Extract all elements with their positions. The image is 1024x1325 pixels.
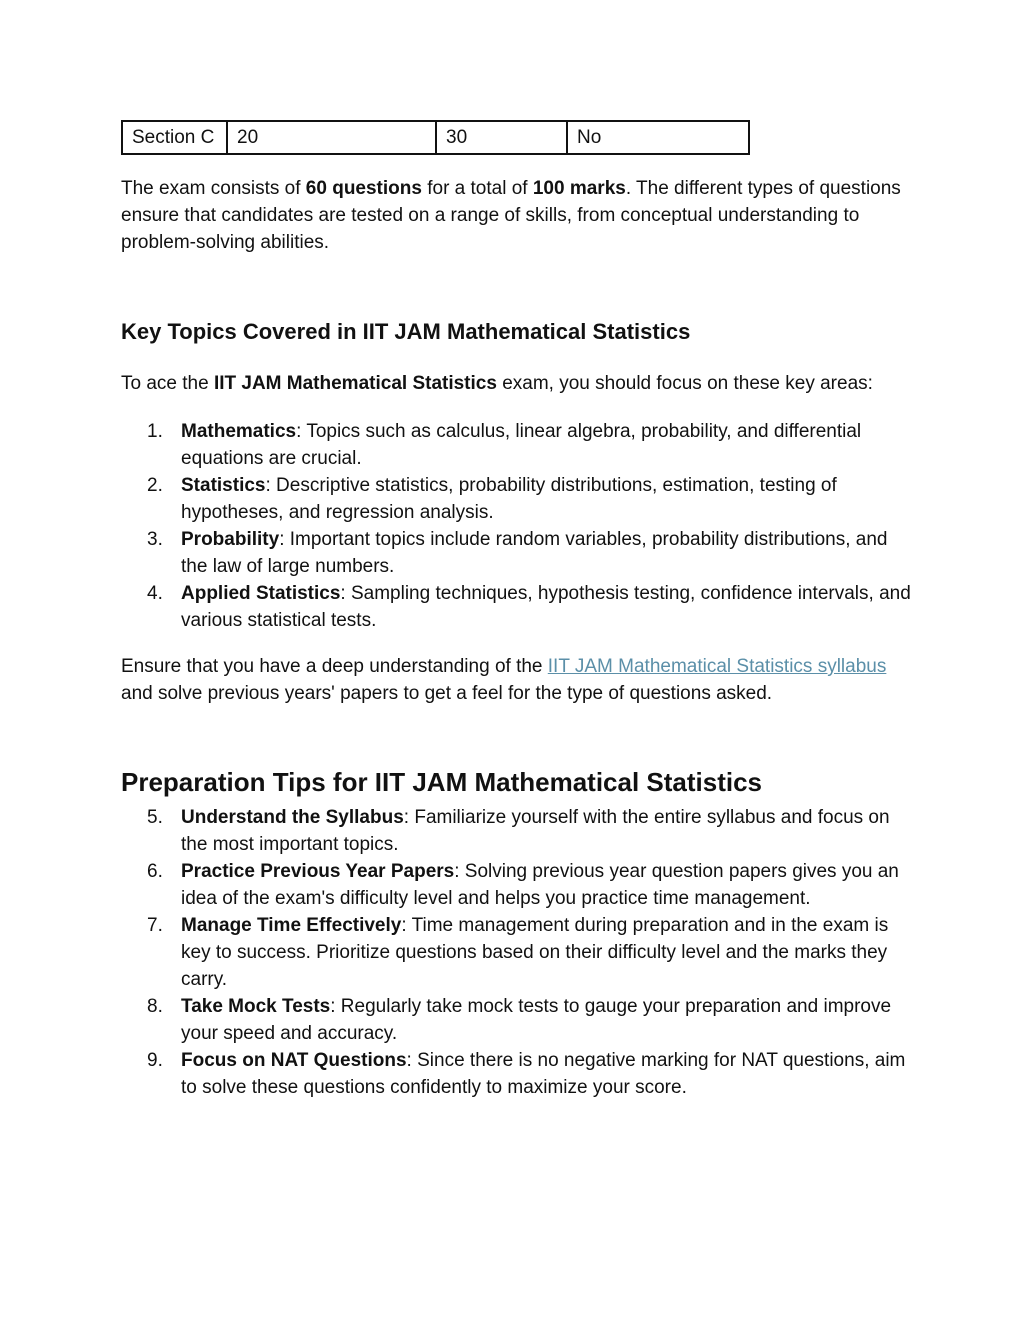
list-number: 3. xyxy=(147,529,163,550)
list-number: 8. xyxy=(147,996,163,1017)
table-cell-marks: 30 xyxy=(436,121,567,154)
intro-paragraph xyxy=(121,175,911,256)
tips-heading: Preparation Tips for IIT JAM Mathematical Statistics xyxy=(121,767,763,797)
document-page xyxy=(121,120,911,1101)
list-item-title: Applied Statistics xyxy=(181,583,341,604)
list-item-text: : Time management during preparation and in the exam is key to success. Prioritize questions based on their difficulty level and the marks they carry. xyxy=(181,915,889,990)
list-item xyxy=(121,858,911,912)
list-item-title: Probability xyxy=(181,529,280,550)
list-item-title: Manage Time Effectively xyxy=(181,915,402,936)
list-item-title: Practice Previous Year Papers xyxy=(181,861,455,882)
ensure-text: Ensure that you have a deep understanding of the xyxy=(121,656,548,677)
list-item-text: : Solving previous year question papers gives you an idea of the exam's difficulty level and helps you practice time management. xyxy=(181,861,899,909)
intro-text: for a total of xyxy=(421,178,533,199)
tips-list xyxy=(121,804,911,1101)
list-item xyxy=(121,804,911,858)
list-item xyxy=(121,526,911,580)
list-item-text: : Since there is no negative marking for NAT questions, aim to solve these questions confidently to maximize your score. xyxy=(181,1050,906,1098)
intro-bold-marks: 100 marks xyxy=(532,178,626,199)
table-cell-questions: 20 xyxy=(227,121,436,154)
marks-table xyxy=(121,120,750,155)
lead-text: To ace the xyxy=(121,373,214,394)
intro-bold-questions: 60 questions xyxy=(305,178,422,199)
topics-heading: Key Topics Covered in IIT JAM Mathematical Statistics xyxy=(121,319,691,344)
list-item-title: Understand the Syllabus xyxy=(181,807,404,828)
list-item-text: : Topics such as calculus, linear algebra, probability, and differential equations are crucial. xyxy=(181,421,862,469)
list-item-text: : Familiarize yourself with the entire syllabus and focus on the most important topics. xyxy=(181,807,890,855)
table-row xyxy=(122,121,749,154)
list-number: 6. xyxy=(147,861,163,882)
list-item-title: Statistics xyxy=(181,475,266,496)
lead-text: exam, you should focus on these key areas: xyxy=(496,373,873,394)
list-number: 5. xyxy=(147,807,163,828)
topics-list xyxy=(121,418,911,634)
list-item-title: Take Mock Tests xyxy=(181,996,331,1017)
list-item-text: : Regularly take mock tests to gauge your preparation and improve your speed and accuracy. xyxy=(181,996,892,1044)
list-item-text: : Sampling techniques, hypothesis testing, confidence intervals, and various statistical tests. xyxy=(181,583,911,631)
list-item xyxy=(121,1047,911,1101)
syllabus-paragraph xyxy=(121,653,911,707)
list-item-title: Focus on NAT Questions xyxy=(181,1050,407,1071)
list-item xyxy=(121,912,911,993)
list-item xyxy=(121,418,911,472)
list-number: 1. xyxy=(147,421,163,442)
table-cell-negative: No xyxy=(567,121,749,154)
list-item xyxy=(121,993,911,1047)
list-number: 7. xyxy=(147,915,163,936)
table-cell-section: Section C xyxy=(122,121,227,154)
list-item xyxy=(121,580,911,634)
list-item-title: Mathematics xyxy=(181,421,297,442)
list-number: 9. xyxy=(147,1050,163,1071)
list-number: 2. xyxy=(147,475,163,496)
syllabus-link[interactable]: IIT JAM Mathematical Statistics syllabus xyxy=(547,656,887,677)
ensure-text: and solve previous years' papers to get a feel for the type of questions asked. xyxy=(121,683,773,704)
intro-text: . The different types of questions ensure that candidates are tested on a range of skills, from conceptual understanding to problem-solving abilities. xyxy=(121,178,901,253)
list-item-text: : Descriptive statistics, probability distributions, estimation, testing of hypotheses, and regression analysis. xyxy=(181,475,837,523)
topics-lead xyxy=(121,370,911,397)
list-item-text: : Important topics include random variables, probability distributions, and the law of large numbers. xyxy=(181,529,888,577)
lead-bold: IIT JAM Mathematical Statistics xyxy=(213,373,497,394)
list-number: 4. xyxy=(147,583,163,604)
intro-text: The exam consists of xyxy=(121,178,306,199)
list-item xyxy=(121,472,911,526)
